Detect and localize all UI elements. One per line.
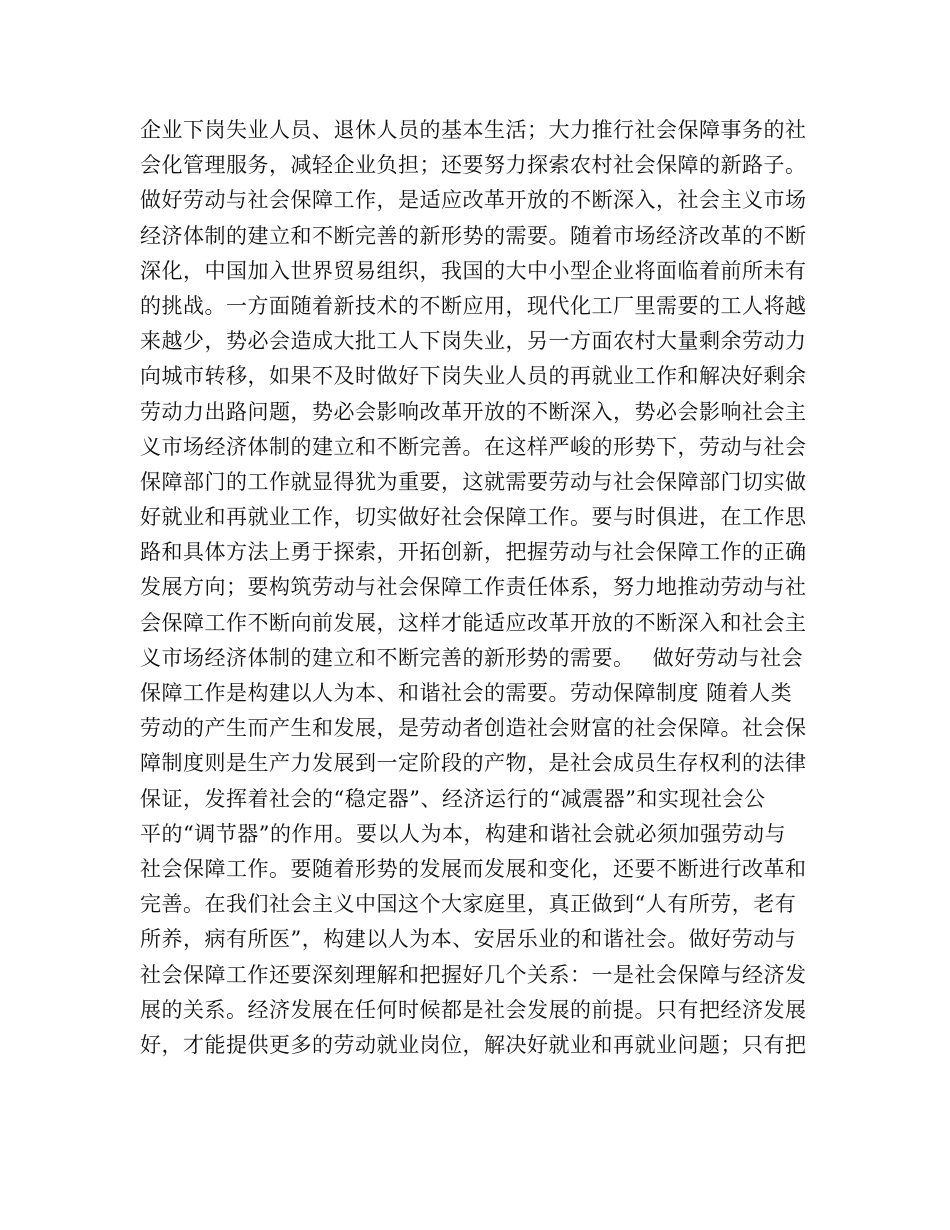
text-line: 来越少，势必会造成大批工人下岗失业，另一方面农村大量剩余劳动力 bbox=[140, 329, 807, 354]
text-line: 会保障工作不断向前发展，这样才能适应改革开放的不断深入和社会主 bbox=[140, 610, 807, 635]
text-line: 向城市转移，如果不及时做好下岗失业人员的再就业工作和解决好剩余 bbox=[140, 364, 807, 389]
text-line: 企业下岗失业人员、退休人员的基本生活；大力推行社会保障事务的社 bbox=[140, 118, 807, 142]
text-line: 好，才能提供更多的劳动就业岗位，解决好就业和再就业问题；只有把 bbox=[140, 1032, 807, 1057]
text-line: 保障部门的工作就显得犹为重要，这就需要劳动与社会保障部门切实做 bbox=[140, 469, 807, 494]
text-line: 深化，中国加入世界贸易组织，我国的大中小型企业将面临着前所未有 bbox=[140, 258, 807, 283]
text-line: 障制度则是生产力发展到一定阶段的产物，是社会成员生存权利的法律 bbox=[140, 751, 807, 776]
text-line: 义市场经济体制的建立和不断完善。在这样严峻的形势下，劳动与社会 bbox=[140, 434, 807, 459]
text-line: 的挑战。一方面随着新技术的不断应用，现代化工厂里需要的工人将越 bbox=[140, 293, 807, 318]
text-line: 好就业和再就业工作，切实做好社会保障工作。要与时俱进，在工作思 bbox=[140, 505, 807, 530]
text-line: 会化管理服务，减轻企业负担；还要努力探索农村社会保障的新路子。 bbox=[140, 153, 807, 178]
text-line: 平的“调节器”的作用。要以人为本，构建和谐社会就必须加强劳动与 bbox=[140, 821, 786, 846]
text-line: 完善。在我们社会主义中国这个大家庭里，真正做到“人有所劳，老有 bbox=[140, 892, 797, 917]
text-line: 社会保障工作。要随着形势的发展而发展和变化，还要不断进行改革和 bbox=[140, 856, 807, 881]
text-line: 劳动力出路问题，势必会影响改革开放的不断深入，势必会影响社会主 bbox=[140, 399, 807, 424]
text-line: 展的关系。经济发展在任何时候都是社会发展的前提。只有把经济发展 bbox=[140, 997, 807, 1022]
text-line: 路和具体方法上勇于探索，开拓创新，把握劳动与社会保障工作的正确 bbox=[140, 540, 807, 565]
text-line: 劳动的产生而产生和发展，是劳动者创造社会财富的社会保障。社会保 bbox=[140, 716, 807, 741]
text-line: 经济体制的建立和不断完善的新形势的需要。随着市场经济改革的不断 bbox=[140, 223, 807, 248]
body-text bbox=[140, 113, 816, 1063]
text-line: 保证，发挥着社会的“稳定器”、经济运行的“减震器”和实现社会公 bbox=[140, 786, 766, 811]
text-line: 所养，病有所医”，构建以人为本、安居乐业的和谐社会。做好劳动与 bbox=[140, 927, 797, 952]
text-line: 义市场经济体制的建立和不断完善的新形势的需要。 做好劳动与社会 bbox=[140, 645, 804, 670]
text-line: 社会保障工作还要深刻理解和把握好几个关系：一是社会保障与经济发 bbox=[140, 962, 807, 987]
text-line: 做好劳动与社会保障工作，是适应改革开放的不断深入，社会主义市场 bbox=[140, 188, 807, 213]
text-line: 保障工作是构建以人为本、和谐社会的需要。劳动保障制度 随着人类 bbox=[140, 681, 793, 705]
text-line: 发展方向；要构筑劳动与社会保障工作责任体系，努力地推动劳动与社 bbox=[140, 575, 807, 600]
